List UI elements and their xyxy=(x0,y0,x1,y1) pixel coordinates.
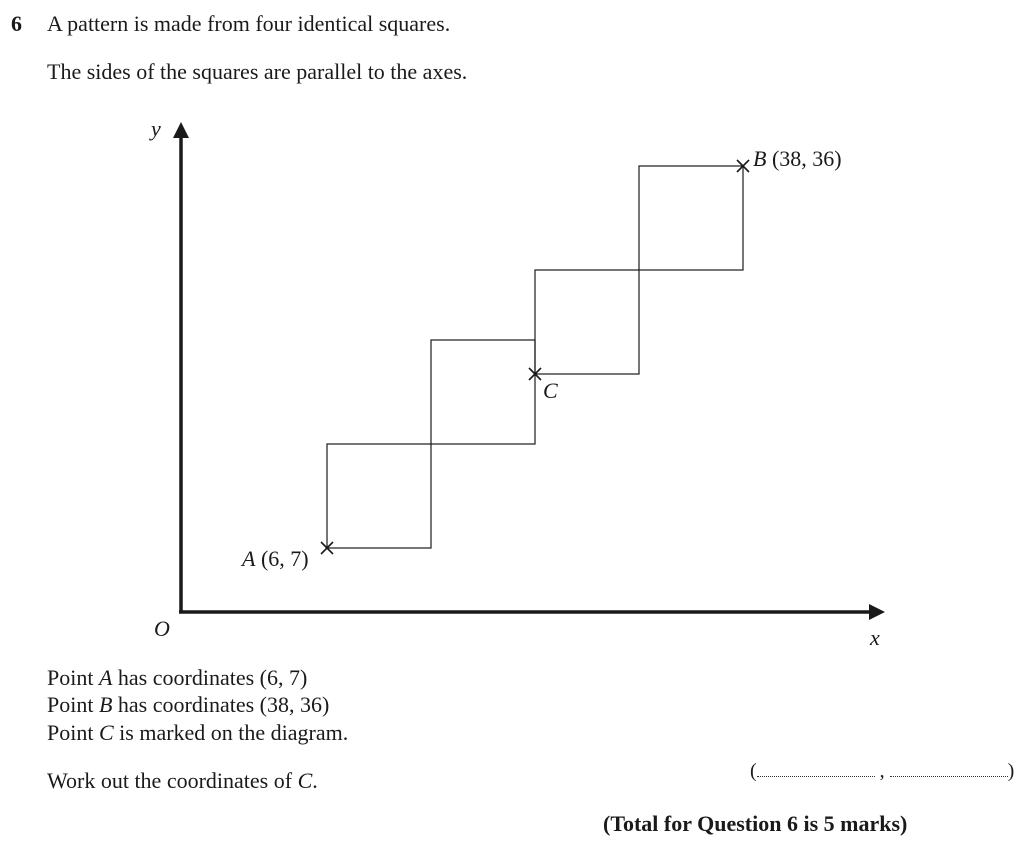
answer-separator: , xyxy=(879,760,885,782)
info-point-a: Point A has coordinates (6, 7) xyxy=(47,665,308,690)
answer-open-bracket: ( xyxy=(750,760,757,782)
answer-x-field[interactable] xyxy=(757,760,875,777)
task-text: Work out the coordinates of C. xyxy=(47,768,318,793)
square-4 xyxy=(639,166,743,270)
info-point-b: Point B has coordinates (38, 36) xyxy=(47,692,330,717)
total-marks: (Total for Question 6 is 5 marks) xyxy=(603,811,908,836)
square-1 xyxy=(327,444,431,548)
x-axis-arrow-icon xyxy=(869,604,885,620)
answer-close-bracket: ) xyxy=(1007,760,1015,782)
y-axis-arrow-icon xyxy=(173,122,189,138)
origin-label: O xyxy=(154,616,170,641)
question-line-2: The sides of the squares are parallel to the axes. xyxy=(47,59,468,84)
square-2 xyxy=(431,340,535,444)
point-c-label: C xyxy=(543,378,558,403)
y-axis-label: y xyxy=(151,116,161,141)
point-a-label: A (6, 7) xyxy=(242,546,309,571)
x-axis-label: x xyxy=(870,625,880,650)
square-3 xyxy=(535,270,639,374)
question-line-1: A pattern is made from four identical squares. xyxy=(47,11,451,36)
answer-line xyxy=(750,760,1014,783)
point-b-label: B (38, 36) xyxy=(753,146,842,171)
info-point-c: Point C is marked on the diagram. xyxy=(47,720,349,745)
answer-y-field[interactable] xyxy=(890,760,1008,777)
question-number: 6 xyxy=(11,11,22,36)
